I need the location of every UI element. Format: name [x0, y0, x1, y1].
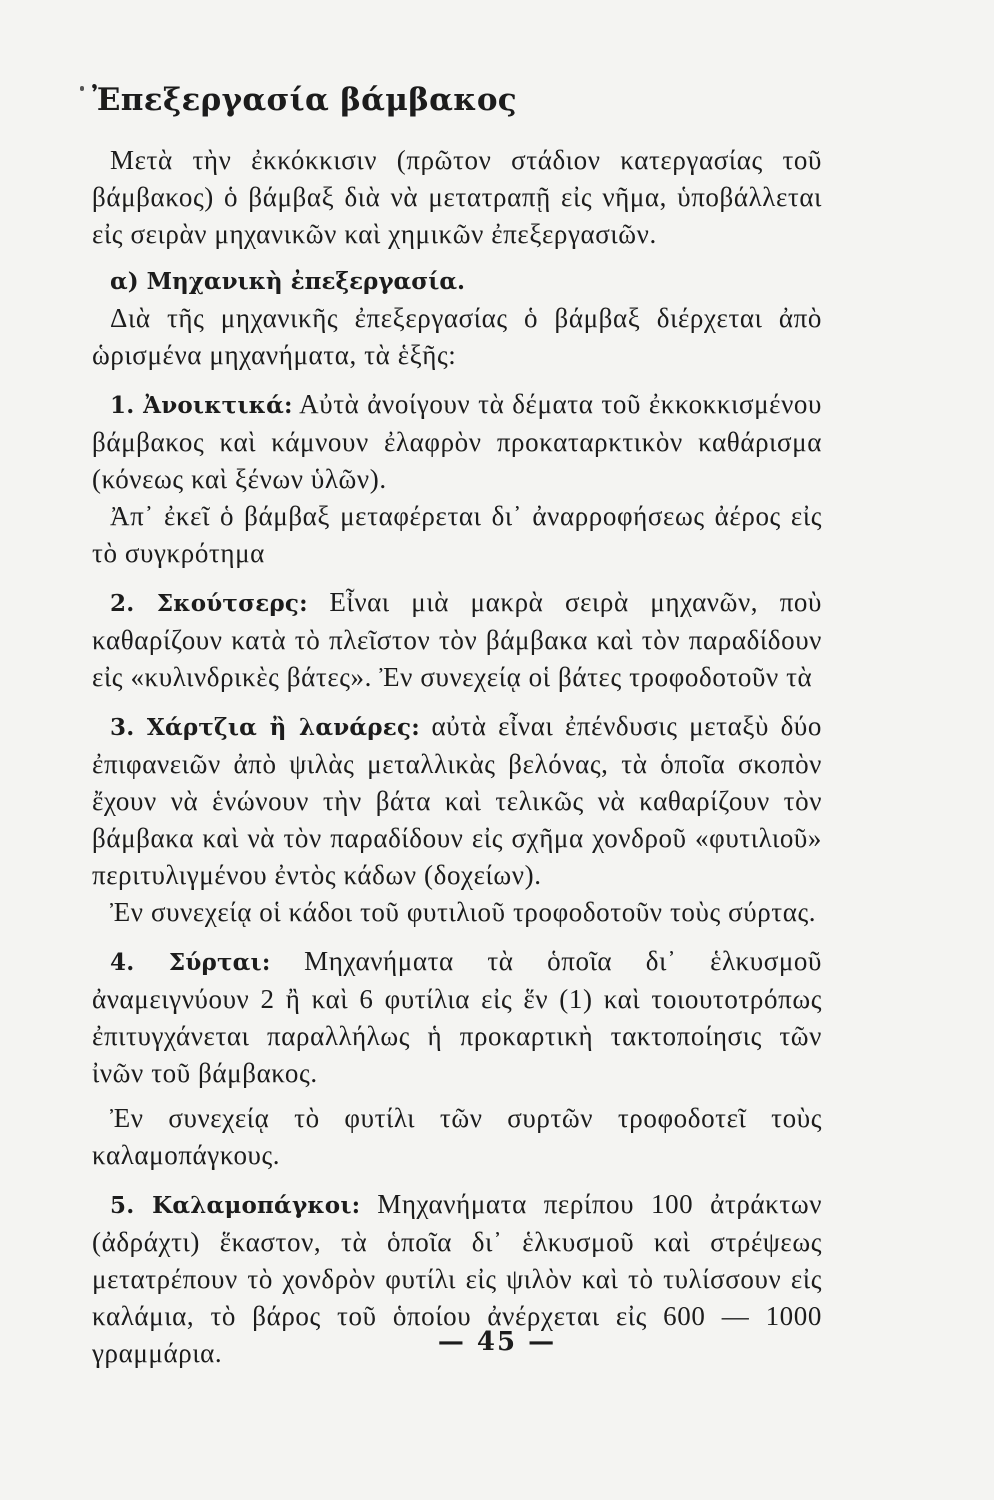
item-paragraph — [92, 943, 822, 1092]
list-item-1 — [92, 386, 822, 572]
list-item-4 — [92, 943, 822, 1174]
section-heading: α) Μηχανικὴ ἐπεξεργασία. — [110, 268, 466, 295]
page-content — [92, 72, 822, 1372]
item-heading: 1. Ἀνοικτικά: — [110, 392, 293, 419]
item-text: Μηχανήματα τὰ ὁποῖα δι᾽ ἑλκυσμοῦ ἀναμειγνύουν 2 ἢ καὶ 6 φυτίλια εἰς ἕν (1) καὶ τοιουτοτρόπως ἐπιτυγχάνεται παραλλήλως ἡ προκαρτικὴ τακτοποίησις τῶν ἰνῶν τοῦ βάμβακος. — [92, 946, 822, 1088]
item-text: Εἶναι μιὰ μακρὰ σειρὰ μηχανῶν, ποὺ καθαρίζουν κατὰ τὸ πλεῖστον τὸν βάμβακα καὶ τὸν παραδίδουν εἰς «κυλινδρικὲς βάτες». Ἐν συνεχείᾳ οἱ βάτες τροφοδοτοῦν τὰ — [92, 587, 822, 692]
page-number: — 45 — — [437, 1327, 557, 1357]
intro-paragraph: Μετὰ τὴν ἐκκόκκισιν (πρῶτον στάδιον κατεργασίας τοῦ βάμβακος) ὁ βάμβαξ διὰ νὰ μετατραπῇ εἰς νῆμα, ὑποβάλλεται εἰς σειρὰν μηχανικῶν καὶ χημικῶν ἐπεξεργασιῶν. — [92, 145, 822, 249]
item-followup: Ἐν συνεχείᾳ τὸ φυτίλι τῶν συρτῶν τροφοδοτεῖ τοὺς καλαμοπάγκους. — [92, 1103, 822, 1170]
item-heading: 4. Σύρται: — [110, 949, 271, 976]
list-item-3 — [92, 708, 822, 931]
item-followup: Ἐν συνεχείᾳ οἱ κάδοι τοῦ φυτιλιοῦ τροφοδοτοῦν τοὺς σύρτας. — [110, 897, 817, 927]
item-text: αὐτὰ εἶναι ἐπένδυσις μεταξὺ δύο ἐπιφανειῶν ἀπὸ ψιλὰς μεταλλικὰς βελόνας, τὰ ὁποῖα σκοπὸν ἔχουν νὰ ἑνώνουν τὴν βάτα καὶ τελικῶς νὰ καθαρίζουν τὸν βάμβακα καὶ νὰ τὸν παραδίδουν εἰς σχῆμα χονδροῦ «φυτιλιοῦ» περιτυλιγμένου ἐντὸς κάδων (δοχείων). — [92, 711, 822, 890]
item-followup: Ἀπ᾽ ἐκεῖ ὁ βάμβαξ μεταφέρεται δι᾽ ἀναρροφήσεως ἀέρος εἰς τὸ συγκρότημα — [92, 501, 822, 568]
item-paragraph — [92, 584, 822, 696]
list-item-2 — [92, 584, 822, 696]
ink-speck — [80, 86, 84, 91]
item-heading: 2. Σκούτσερς: — [110, 590, 308, 617]
section-text: Διὰ τῆς μηχανικῆς ἐπεξεργασίας ὁ βάμβαξ διέρχεται ἀπὸ ὡρισμένα μηχανήματα, τὰ ἑξῆς: — [92, 303, 822, 370]
item-text: Αὐτὰ ἀνοίγουν τὰ δέματα τοῦ ἐκκοκκισμένου βάμβακος καὶ κάμνουν ἐλαφρὸν προκαταρκτικὸν καθάρισμα (κόνεως καὶ ξένων ὑλῶν). — [92, 389, 822, 494]
item-heading: 3. Χάρτζια ἢ λανάρες: — [110, 714, 420, 741]
item-paragraph — [92, 708, 822, 894]
item-text: Μηχανήματα περίπου 100 ἀτράκτων (ἀδράχτι) ἕκαστον, τὰ ὁποῖα δι᾽ ἑλκυσμοῦ καὶ στρέψεως μετατρέπουν τὸ χονδρὸν φυτίλι εἰς ψιλὸν καὶ τὸ τυλίσσουν εἰς καλάμια, τὸ βάρος τοῦ ὁποίου ἀνέρχεται εἰς 600 — 1000 γραμμάρια. — [92, 1189, 823, 1368]
page-title: Ἐπεξεργασία βάμβακος — [92, 82, 517, 118]
item-paragraph — [92, 386, 822, 498]
item-heading: 5. Καλαμοπάγκοι: — [110, 1192, 361, 1219]
